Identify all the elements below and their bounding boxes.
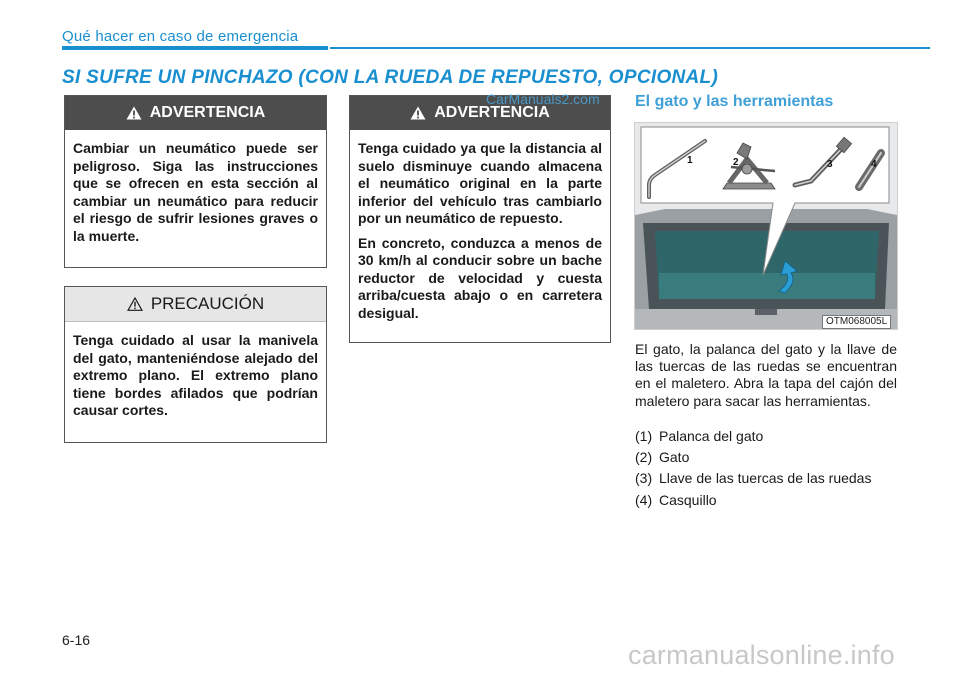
caution-header (65, 287, 326, 322)
warning-text-2: En concreto, conduzca a menos de 30 km/h al conducir sobre un bache reductor de velocidad y cuesta arriba/cuesta abajo o en carretera desigual. (358, 234, 602, 321)
caution-box-left (64, 286, 327, 443)
tools-list (635, 428, 897, 513)
warning-label: ADVERTENCIA (149, 104, 266, 121)
list-item (635, 492, 897, 509)
list-item (635, 449, 897, 466)
caution-text: Tenga cuidado al usar la manivela del gato, manteniéndose alejado del extremo plano. El extremo plano tiene bordes afilados que podrían causar cortes. (73, 332, 318, 418)
tools-figure (634, 122, 898, 330)
callout-3: 3 (827, 159, 833, 170)
warning-triangle-icon (126, 106, 142, 120)
list-item (635, 470, 897, 487)
warning-box-left (64, 95, 327, 268)
list-item-text: Palanca del gato (659, 428, 764, 444)
list-item-text: Gato (659, 449, 690, 466)
warning-triangle-icon (410, 106, 426, 120)
warning-header (65, 96, 326, 130)
tools-paragraph: El gato, la palanca del gato y la llave de las tuercas de las ruedas se encuentran en el maletero. Abra la tapa del cajón del maletero para sacar las herramientas. (635, 341, 897, 409)
header-rule-accent (62, 46, 328, 50)
page-number: 6-16 (62, 632, 91, 648)
caution-label: PRECAUCIÓN (150, 294, 265, 313)
caution-triangle-icon (127, 297, 143, 311)
figure-code: OTM068005L (822, 315, 891, 329)
footer-watermark: carmanualsonline.info (628, 640, 895, 670)
watermark: CarManuals2.com (486, 91, 600, 107)
warning-label: ADVERTENCIA (434, 104, 550, 121)
trunk-tools-illustration (635, 123, 897, 329)
warning-box-middle (349, 95, 611, 343)
callout-2: 2 (733, 157, 739, 168)
header-rule (330, 47, 930, 49)
list-item-number: (2) (635, 449, 653, 466)
list-item-number: (1) (635, 428, 653, 444)
section-title: Qué hacer en caso de emergencia (62, 28, 299, 45)
callout-4: 4 (871, 159, 877, 170)
list-item-text: Casquillo (659, 491, 717, 508)
page-title: SI SUFRE UN PINCHAZO (CON LA RUEDA DE REPUESTO, OPCIONAL) (62, 67, 719, 88)
subsection-title: El gato y las herramientas (635, 93, 834, 110)
list-item (635, 428, 897, 445)
warning-text-1: Tenga cuidado ya que la distancia al suelo disminuye cuando almacena el neumático original en la parte inferior del vehículo tras cambiarlo por un neumático de repuesto. (358, 140, 602, 226)
list-item-text: Llave de las tuercas de las ruedas (659, 470, 872, 487)
callout-1: 1 (687, 155, 693, 166)
list-item-number: (3) (635, 470, 653, 487)
warning-text: Cambiar un neumático puede ser peligroso. Siga las instrucciones que se ofrecen en esta sección al cambiar un neumático para reducir el riesgo de sufrir lesiones graves o la muerte. (73, 140, 318, 244)
list-item-number: (4) (635, 491, 653, 508)
